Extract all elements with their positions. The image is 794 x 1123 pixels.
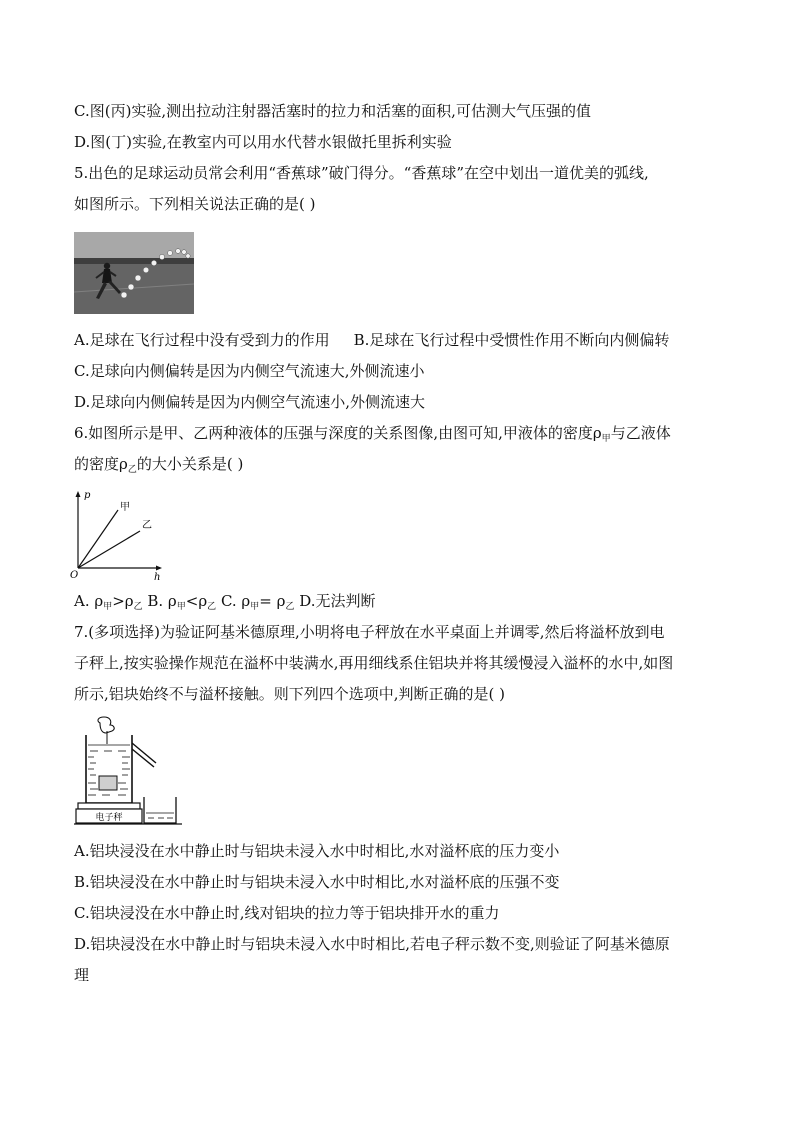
overflow-cup-scale-figure xyxy=(74,715,184,827)
q7-option-a: A.铝块浸没在水中静止时与铝块未浸入水中时相比,水对溢杯底的压力变小 xyxy=(74,842,560,860)
q4-option-c: C.图(丙)实验,测出拉动注射器活塞时的拉力和活塞的面积,可估测大气压强的值 xyxy=(74,102,591,120)
q7-option-c: C.铝块浸没在水中静止时,线对铝块的拉力等于铝块排开水的重力 xyxy=(74,904,500,922)
q5-option-d: D.足球向内侧偏转是因为内侧空气流速小,外侧流速大 xyxy=(74,393,426,411)
banana-kick-photo xyxy=(74,232,194,314)
y-axis-arrow xyxy=(76,491,81,497)
q5-option-b: B.足球在飞行过程中受惯性作用不断向内侧偏转 xyxy=(353,331,670,349)
pressure-depth-graph xyxy=(68,486,168,584)
q7-stem-line3: 所示,铝块始终不与溢杯接触。则下列四个选项中,判断正确的是( ) xyxy=(74,685,506,703)
scale-label: 电子秤 xyxy=(95,813,123,823)
q6-stem-line1: 6.如图所示是甲、乙两种液体的压强与深度的关系图像,由图可知,甲液体的密度$\rho_甲$与乙液体 xyxy=(74,424,671,444)
q5-option-a: A.足球在飞行过程中没有受到力的作用 xyxy=(74,331,330,349)
q6-stem-line2: 的密度$\rho_乙$的大小关系是( ) xyxy=(74,455,244,475)
q7-stem-line2: 子秤上,按实验操作规范在溢杯中装满水,再用细线系住铝块并将其缓慢浸入溢杯的水中,如图 xyxy=(74,654,674,672)
x-axis-arrow xyxy=(156,566,162,571)
q7-option-d-line1: D.铝块浸没在水中静止时与铝块未浸入水中时相比,若电子秤示数不变,则验证了阿基米德原 xyxy=(74,935,670,953)
line-jia-label: 甲 xyxy=(120,502,130,513)
q7-option-d-line2: 理 xyxy=(74,966,90,984)
line-yi-label: 乙 xyxy=(142,520,152,531)
origin-label: O xyxy=(70,570,79,581)
q7-option-b: B.铝块浸没在水中静止时与铝块未浸入水中时相比,水对溢杯底的压强不变 xyxy=(74,873,560,891)
q5-option-c: C.足球向内侧偏转是因为内侧空气流速大,外侧流速小 xyxy=(74,362,425,380)
q4-option-d: D.图(丁)实验,在教室内可以用水代替水银做托里拆利实验 xyxy=(74,133,452,151)
x-axis-label: h xyxy=(154,572,161,583)
y-axis-label: p xyxy=(84,490,91,501)
q5-options-ab xyxy=(74,329,669,351)
q6-options: A. $\rho_甲>\rho_乙$ B. $\rho_甲<\rho_乙$ C. $\rho_甲= \rho_乙$ D.无法判断 xyxy=(74,592,376,612)
q5-stem-line1: 5.出色的足球运动员常会利用“香蕉球”破门得分。“香蕉球”在空中划出一道优美的弧线, xyxy=(74,164,649,182)
q7-stem-line1: 7.(多项选择)为验证阿基米德原理,小明将电子秤放在水平桌面上并调零,然后将溢杯放到电 xyxy=(74,623,665,641)
line-jia xyxy=(78,510,118,568)
line-yi xyxy=(78,531,140,568)
q5-stem-line2: 如图所示。下列相关说法正确的是( ) xyxy=(74,195,316,213)
